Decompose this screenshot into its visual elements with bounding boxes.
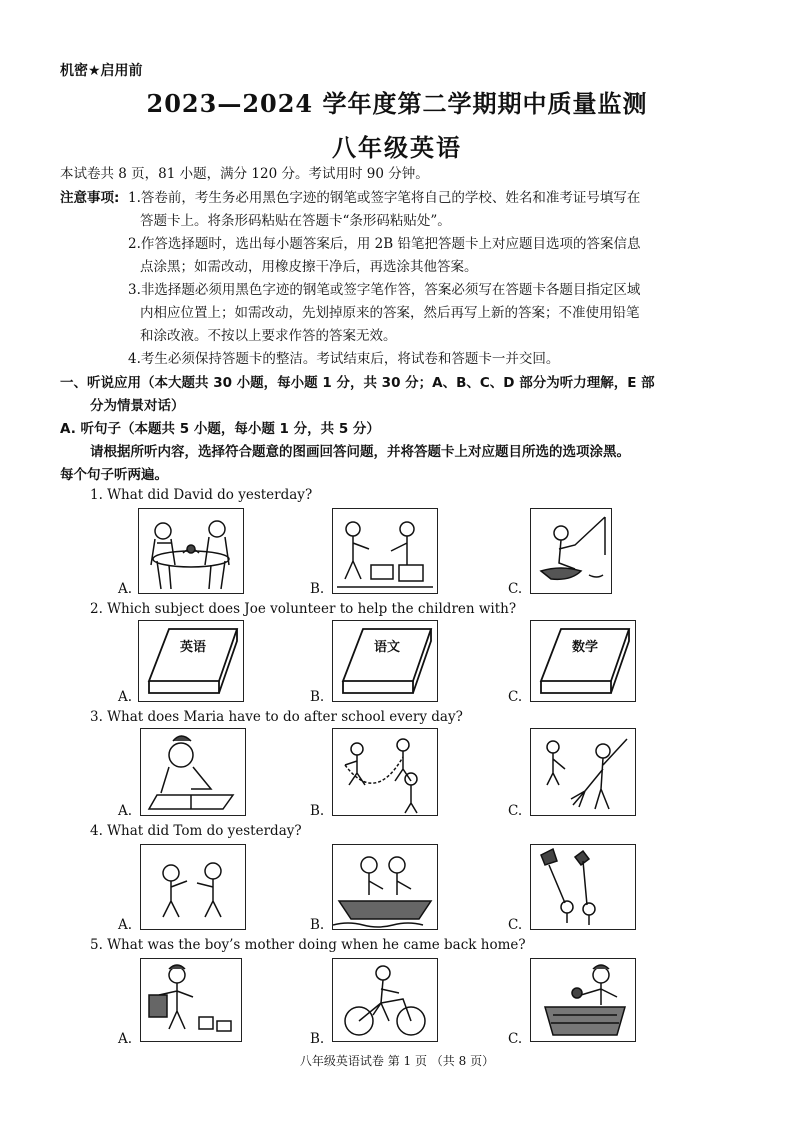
q2-option-c[interactable]: C. bbox=[508, 689, 523, 705]
q5-option-a[interactable]: A. bbox=[118, 1031, 133, 1047]
note-1-line-1: 1.答卷前，考生务必用黑色字迹的钢笔或签字笔将自己的学校、姓名和准考证号填写在 bbox=[128, 190, 641, 206]
q1-option-b[interactable]: B. bbox=[310, 581, 325, 597]
note-3-line-2: 内相应位置上；如需改动，先划掉原来的答案，然后再写上新的答案；不准使用铅笔 bbox=[140, 305, 640, 321]
q3-option-a[interactable]: A. bbox=[118, 803, 133, 819]
kids-sweeping-icon bbox=[530, 728, 636, 816]
kids-flying-kite-icon bbox=[530, 844, 636, 930]
english-book-icon bbox=[138, 620, 244, 702]
q1-option-c[interactable]: C. bbox=[508, 581, 523, 597]
notes-label: 注意事项: bbox=[60, 190, 120, 206]
math-book-icon bbox=[530, 620, 636, 702]
kids-arguing-icon bbox=[140, 844, 246, 930]
note-2-line-1: 2.作答选择题时，选出每小题答案后，用 2B 铅笔把答题卡上对应题目选项的答案信息 bbox=[128, 236, 641, 252]
note-2-line-2: 点涂黑；如需改动，用橡皮擦干净后，再选涂其他答案。 bbox=[140, 259, 478, 275]
chinese-book-icon bbox=[332, 620, 438, 702]
girl-studying-icon bbox=[140, 728, 246, 816]
exam-subject: 八年级英语 bbox=[332, 134, 462, 162]
exam-title: 2023—2024 学年度第二学期期中质量监测 bbox=[146, 89, 648, 118]
people-eating-icon bbox=[138, 508, 244, 594]
note-1-line-2: 答题卡上。将条形码粘贴在答题卡“条形码粘贴处”。 bbox=[140, 213, 451, 229]
q1-option-a[interactable]: A. bbox=[118, 581, 133, 597]
chinese-book-label: 语文 bbox=[373, 640, 401, 655]
question-5: 5. What was the boy’s mother doing when he came back home? bbox=[90, 937, 526, 953]
person-fishing-icon bbox=[530, 508, 612, 594]
q4-option-a[interactable]: A. bbox=[118, 917, 133, 933]
part-a-heading: A. 听句子（本题共 5 小题，每小题 1 分，共 5 分） bbox=[60, 421, 380, 437]
kids-rowing-boat-icon bbox=[332, 844, 438, 930]
mother-riding-bike-icon bbox=[332, 958, 438, 1042]
math-book-label: 数学 bbox=[571, 640, 599, 655]
q2-option-a[interactable]: A. bbox=[118, 689, 133, 705]
q5-option-c[interactable]: C. bbox=[508, 1031, 523, 1047]
note-3-line-3: 和涂改液。不按以上要求作答的答案无效。 bbox=[140, 328, 397, 344]
confidential-mark: 机密★启用前 bbox=[60, 63, 143, 79]
question-3: 3. What does Maria have to do after school every day? bbox=[90, 709, 463, 725]
question-2: 2. Which subject does Joe volunteer to help the children with? bbox=[90, 601, 517, 617]
q5-option-b[interactable]: B. bbox=[310, 1031, 325, 1047]
exam-intro: 本试卷共 8 页，81 小题，满分 120 分。考试用时 90 分钟。 bbox=[60, 166, 429, 182]
q3-option-b[interactable]: B. bbox=[310, 803, 325, 819]
people-painting-icon bbox=[332, 508, 438, 594]
q4-option-b[interactable]: B. bbox=[310, 917, 325, 933]
note-4: 4.考生必须保持答题卡的整洁。考试结束后，将试卷和答题卡一并交回。 bbox=[128, 351, 560, 367]
mother-cooking-icon bbox=[530, 958, 636, 1042]
note-3-line-1: 3.非选择题必须用黑色字迹的钢笔或签字笔作答，答案必须写在答题卡各题目指定区域 bbox=[128, 282, 641, 298]
q2-option-b[interactable]: B. bbox=[310, 689, 325, 705]
section-1-heading-cont: 分为情景对话） bbox=[90, 398, 185, 414]
question-4: 4. What did Tom do yesterday? bbox=[90, 823, 302, 839]
kids-jumping-rope-icon bbox=[332, 728, 438, 816]
mother-washing-clothes-icon bbox=[140, 958, 242, 1042]
part-a-instruction-cont: 每个句子听两遍。 bbox=[60, 467, 168, 483]
section-1-heading: 一、听说应用（本大题共 30 小题，每小题 1 分，共 30 分；A、B、C、D 部分为听力理解，E 部 bbox=[60, 375, 655, 391]
q3-option-c[interactable]: C. bbox=[508, 803, 523, 819]
page-footer: 八年级英语试卷 第 1 页 （共 8 页） bbox=[299, 1054, 495, 1068]
question-1: 1. What did David do yesterday? bbox=[90, 487, 313, 503]
english-book-label: 英语 bbox=[179, 640, 207, 655]
part-a-instruction: 请根据所听内容，选择符合题意的图画回答问题，并将答题卡上对应题目所选的选项涂黑。 bbox=[90, 444, 630, 460]
q4-option-c[interactable]: C. bbox=[508, 917, 523, 933]
